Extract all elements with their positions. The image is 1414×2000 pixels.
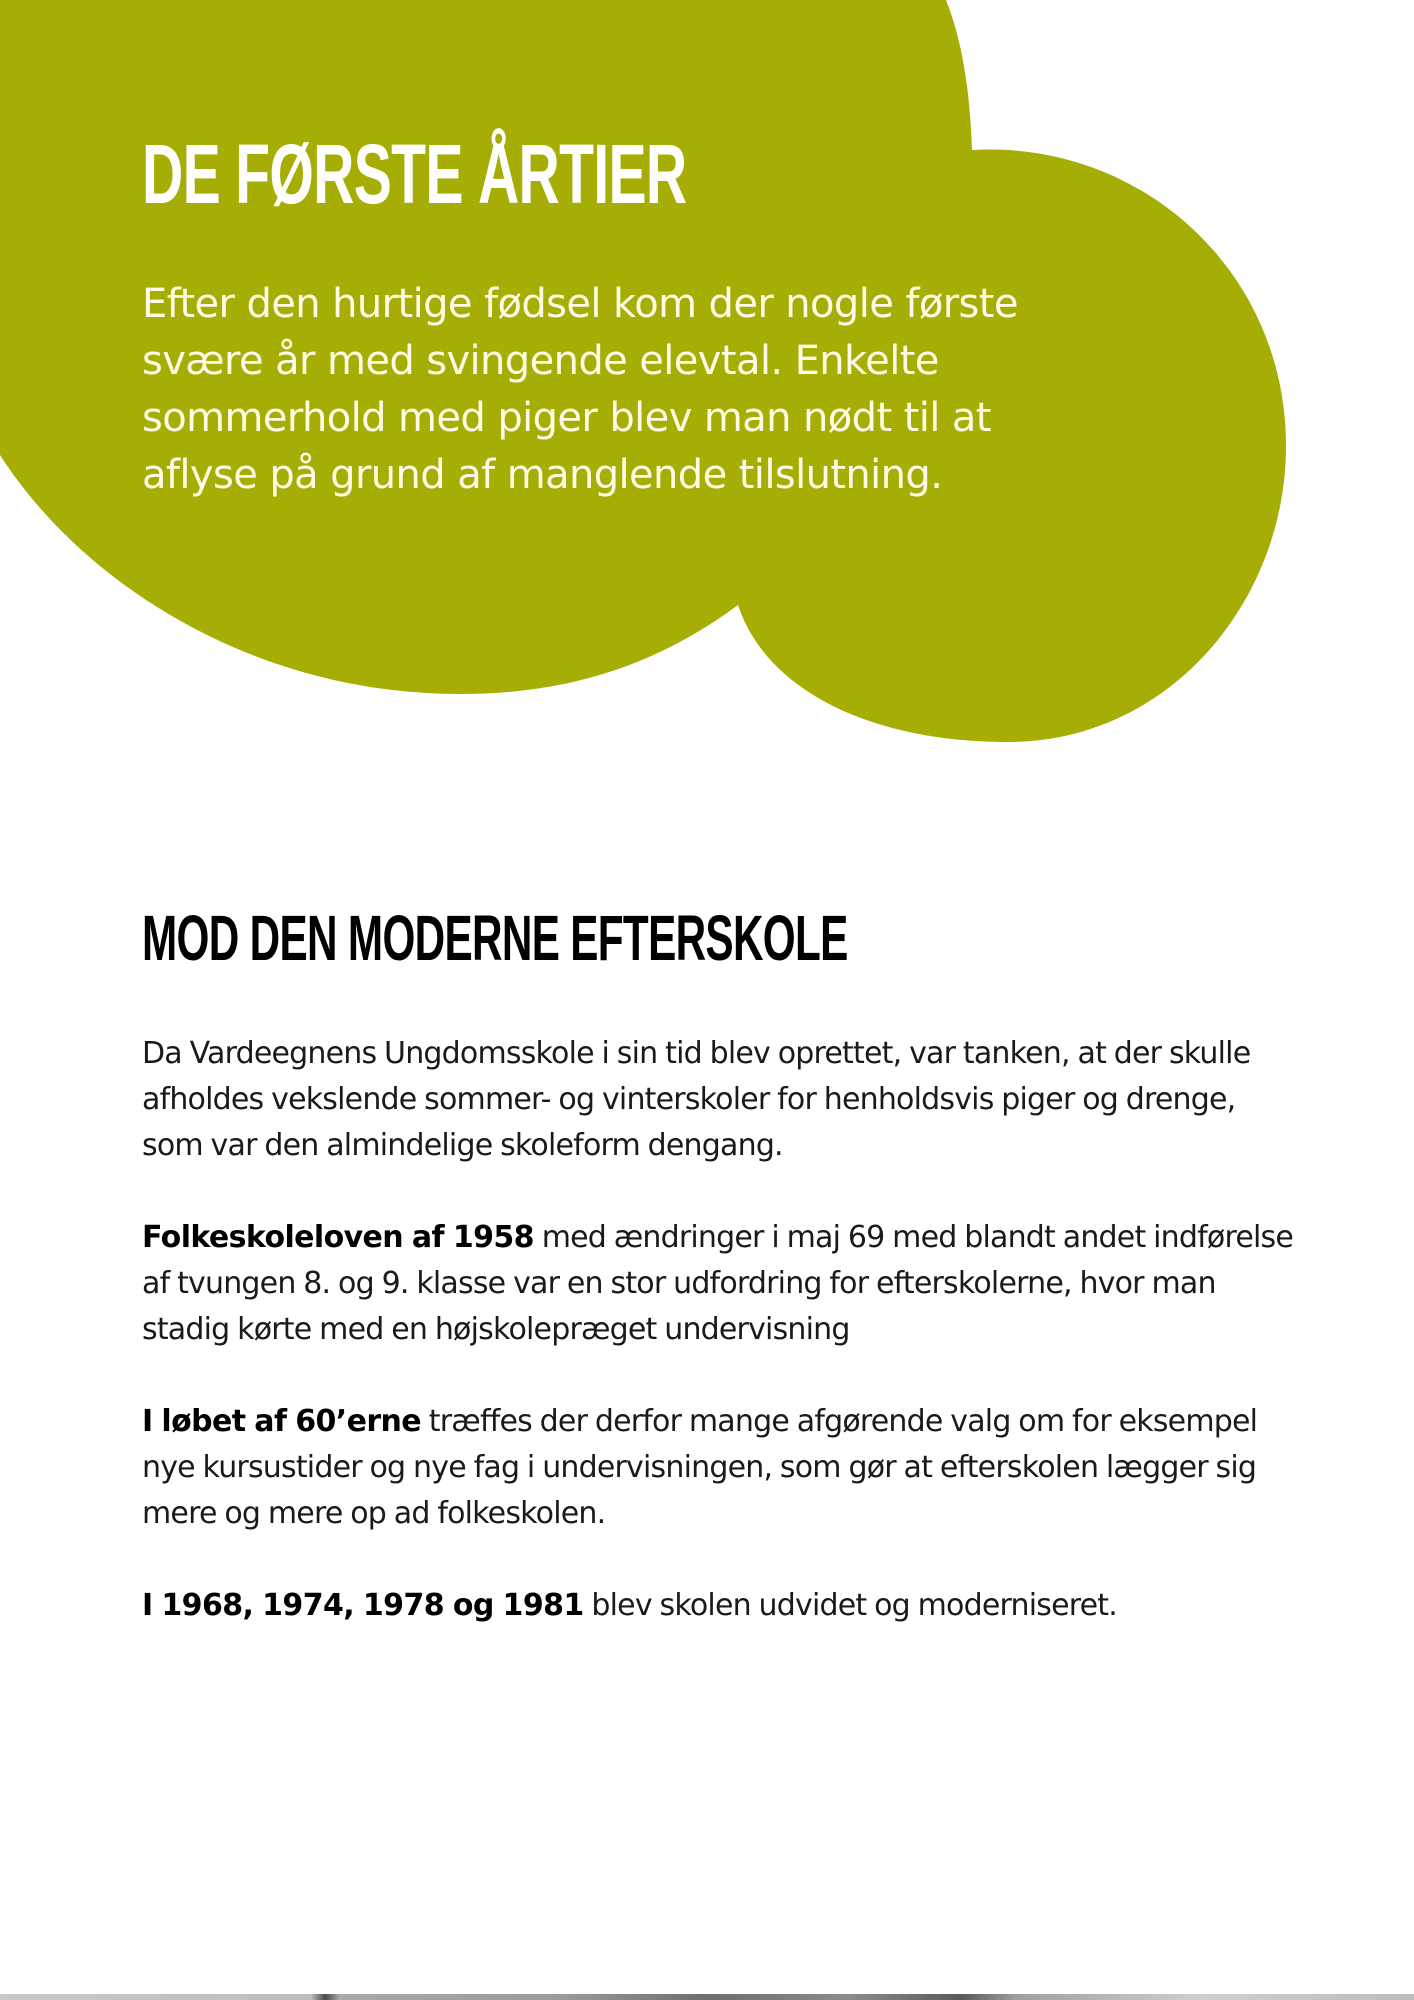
paragraph-1-text: Da Vardeegnens Ungdomsskole i sin tid blev oprettet, var tanken, at der skulle afholdes vekslende sommer- og vinterskoler for henholdsvis piger og drenge, som var den almindelige skoleform dengang.	[142, 1036, 1251, 1163]
paragraph-4-text: blev skolen udvidet og moderniseret.	[583, 1588, 1117, 1623]
paragraph-2-bold-lead: Folkeskoleloven af 1958	[142, 1220, 534, 1255]
paragraph-4	[142, 1583, 1302, 1629]
section-title: MOD DEN MODERNE EFTERSKOLE	[142, 902, 848, 974]
article-section	[142, 902, 1302, 1623]
paragraph-3-bold-lead: I løbet af 60’erne	[142, 1404, 422, 1439]
paragraph-2	[142, 1215, 1302, 1353]
paragraph-3-text: træffes der derfor mange afgørende valg om for eksempel nye kursustider og nye fag i undervisningen, som gør at efterskolen lægger sig mere og mere op ad folkeskolen.	[142, 1404, 1258, 1531]
hero-intro-text: Efter den hurtige fødsel kom der nogle første svære år med svingende elevtal. Enkelte sommerhold med piger blev man nødt til at aflyse på grund af manglende tilslutning.	[142, 281, 1018, 498]
bottom-photo-strip	[0, 1994, 1414, 2000]
paragraph-4-bold-lead: I 1968, 1974, 1978 og 1981	[142, 1588, 584, 1623]
hero-title: DE FØRSTE ÅRTIER	[142, 127, 687, 221]
paragraph-2-text: med ændringer i maj 69 med blandt andet indførelse af tvungen 8. og 9. klasse var en stor udfordring for efterskolerne, hvor man stadig kørte med en højskolepræget undervisning	[142, 1220, 1294, 1347]
paragraph-3	[142, 1399, 1302, 1537]
paragraph-1	[142, 1031, 1302, 1169]
